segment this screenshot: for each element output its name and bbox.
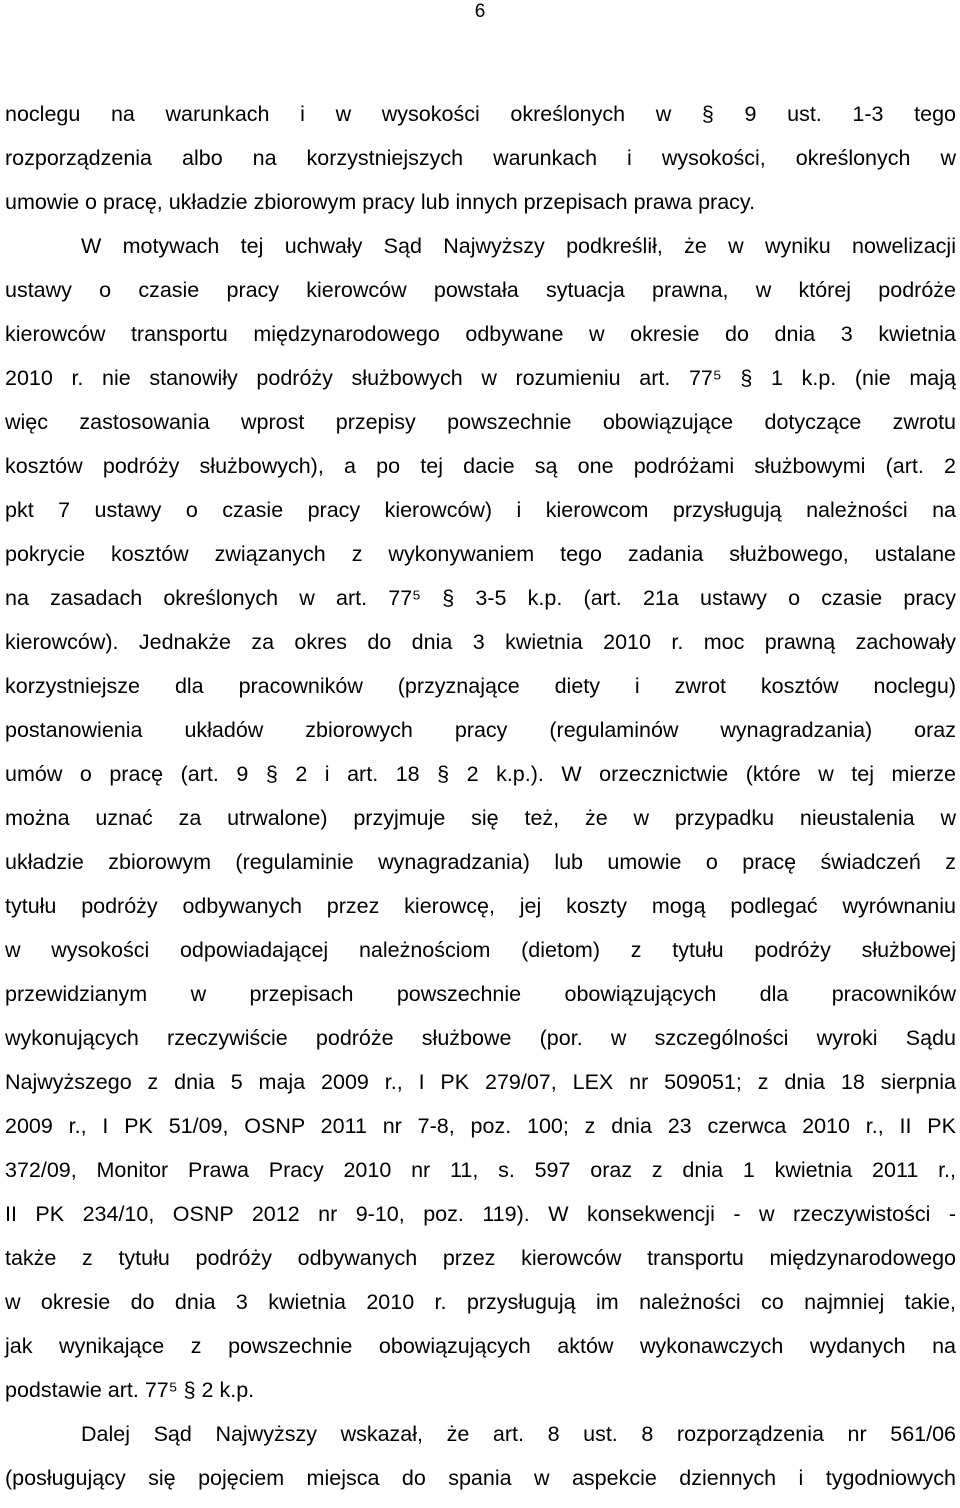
text-line: postanowienia układów zbiorowych pracy (regulaminów wynagradzania) oraz [5,718,956,742]
text-line: noclegu na warunkach i w wysokości określonych w § 9 ust. 1-3 tego [5,102,956,126]
text-line: W motywach tej uchwały Sąd Najwyższy podkreślił, że w wyniku nowelizacji [81,234,956,258]
text-line: tytułu podróży odbywanych przez kierowcę, jej koszty mogą podlegać wyrównaniu [5,894,956,918]
text-line: pokrycie kosztów związanych z wykonywaniem tego zadania służbowego, ustalane [5,542,956,566]
text-line: korzystniejsze dla pracowników (przyznające diety i zwrot kosztów noclegu) [5,674,956,698]
text-line: kierowców transportu międzynarodowego odbywane w okresie do dnia 3 kwietnia [5,322,956,346]
text-line: na zasadach określonych w art. 77⁵ § 3-5 k.p. (art. 21a ustawy o czasie pracy [5,586,956,610]
text-line: Najwyższego z dnia 5 maja 2009 r., I PK 279/07, LEX nr 509051; z dnia 18 sierpnia [5,1070,956,1094]
text-line: kierowców). Jednakże za okres do dnia 3 kwietnia 2010 r. moc prawną zachowały [5,630,956,654]
text-line: kosztów podróży służbowych), a po tej dacie są one podróżami służbowymi (art. 2 [5,454,956,478]
document-body [5,92,956,1500]
text-line: 2009 r., I PK 51/09, OSNP 2011 nr 7-8, poz. 100; z dnia 23 czerwca 2010 r., II PK [5,1114,956,1138]
text-line: wykonujących rzeczywiście podróże służbowe (por. w szczególności wyroki Sądu [5,1026,956,1050]
text-line: jak wynikające z powszechnie obowiązujących aktów wykonawczych wydanych na [5,1334,956,1358]
page-number: 6 [474,1,486,22]
text-line: umowie o pracę, układzie zbiorowym pracy lub innych przepisach prawa pracy. [5,190,756,214]
text-line: Dalej Sąd Najwyższy wskazał, że art. 8 ust. 8 rozporządzenia nr 561/06 [81,1422,956,1446]
text-line: można uznać za utrwalone) przyjmuje się też, że w przypadku nieustalenia w [5,806,956,830]
text-line: rozporządzenia albo na korzystniejszych warunkach i wysokości, określonych w [5,146,956,170]
text-line: 2010 r. nie stanowiły podróży służbowych w rozumieniu art. 77⁵ § 1 k.p. (nie mają [5,366,956,390]
text-line: 372/09, Monitor Prawa Pracy 2010 nr 11, s. 597 oraz z dnia 1 kwietnia 2011 r., [5,1158,956,1182]
text-line: przewidzianym w przepisach powszechnie obowiązujących dla pracowników [5,982,956,1006]
text-line: umów o pracę (art. 9 § 2 i art. 18 § 2 k.p.). W orzecznictwie (które w tej mierze [5,762,956,786]
text-line: podstawie art. 77⁵ § 2 k.p. [5,1378,255,1402]
text-line: w wysokości odpowiadającej należnościom (dietom) z tytułu podróży służbowej [5,938,956,962]
text-line: także z tytułu podróży odbywanych przez kierowców transportu międzynarodowego [5,1246,956,1270]
text-line: pkt 7 ustawy o czasie pracy kierowców) i kierowcom przysługują należności na [5,498,956,522]
text-line: więc zastosowania wprost przepisy powszechnie obowiązujące dotyczące zwrotu [5,410,956,434]
text-line: II PK 234/10, OSNP 2012 nr 9-10, poz. 119). W konsekwencji - w rzeczywistości - [5,1202,956,1226]
text-line: w okresie do dnia 3 kwietnia 2010 r. przysługują im należności co najmniej takie, [5,1290,956,1314]
text-line: ustawy o czasie pracy kierowców powstała sytuacja prawna, w której podróże [5,278,956,302]
text-line: (posługujący się pojęciem miejsca do spania w aspekcie dziennych i tygodniowych [5,1466,956,1490]
text-line: układzie zbiorowym (regulaminie wynagradzania) lub umowie o pracę świadczeń z [5,850,956,874]
